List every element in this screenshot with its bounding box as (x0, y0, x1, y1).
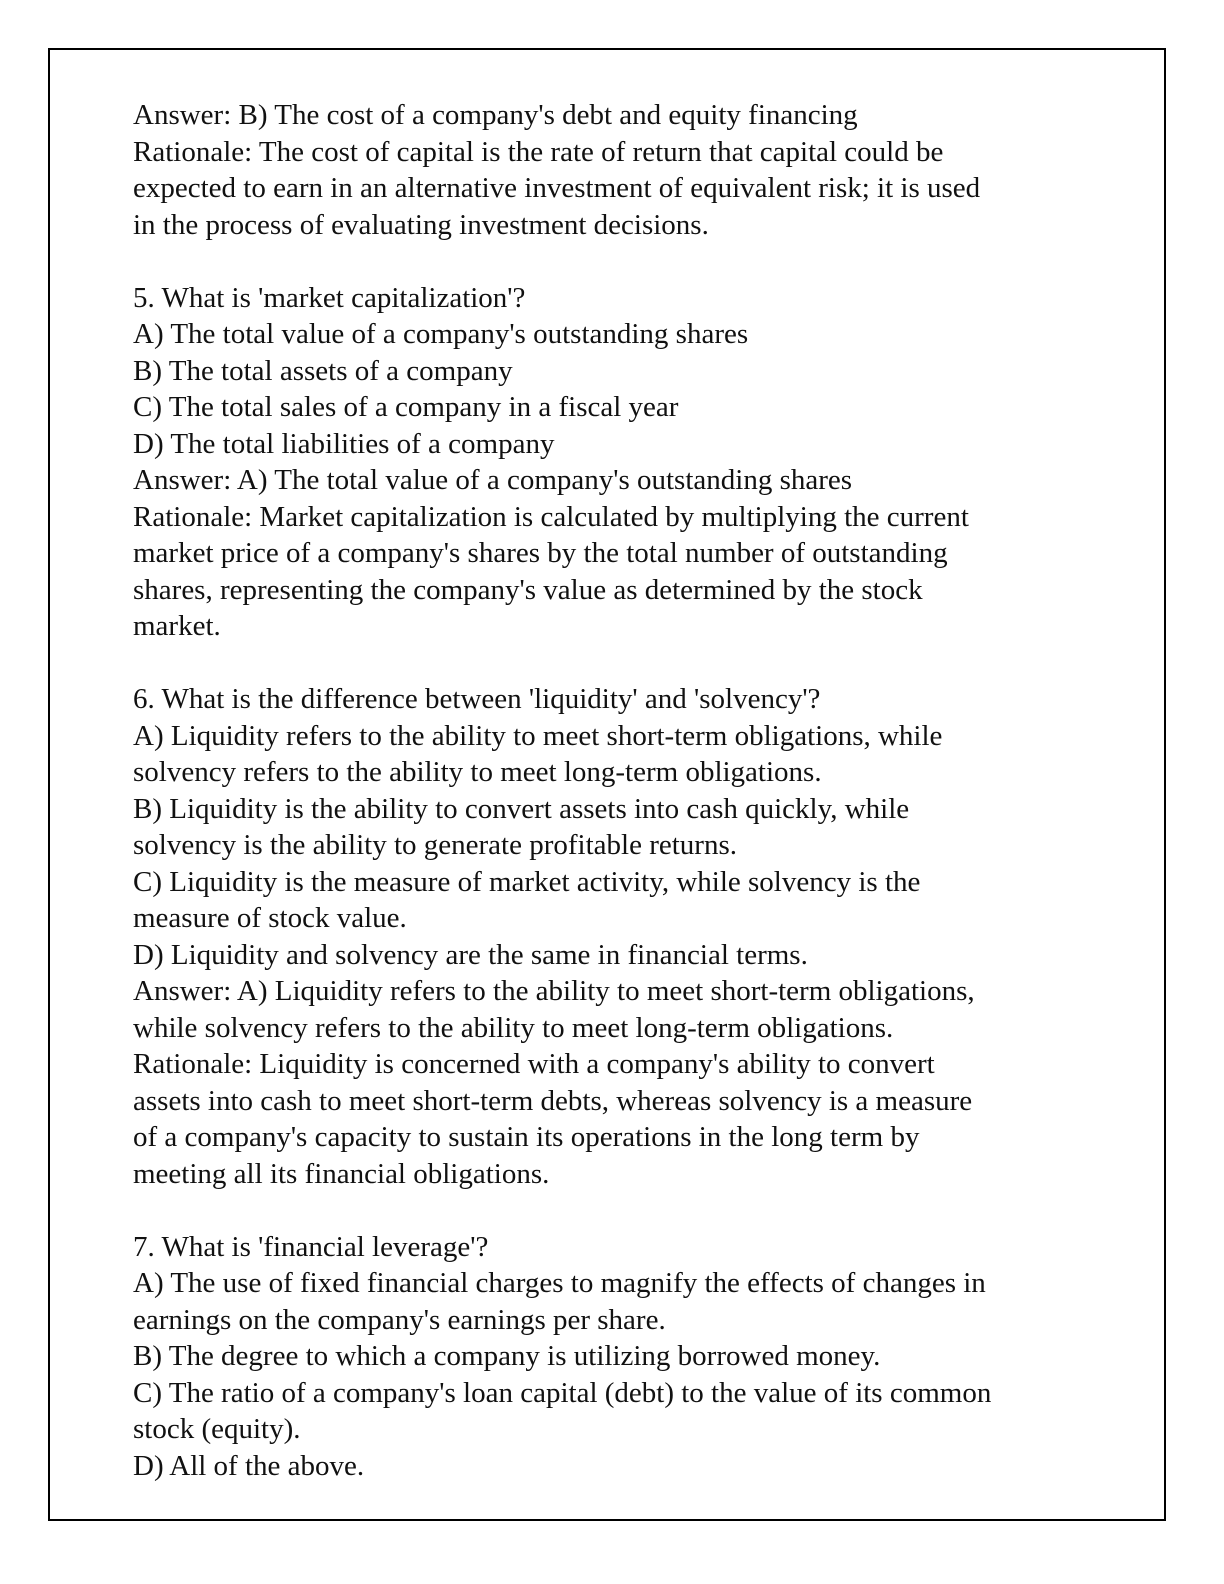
text-line: measure of stock value. (133, 902, 407, 934)
text-block (133, 681, 1133, 1192)
text-line: Rationale: Market capitalization is calculated by multiplying the current (133, 500, 969, 533)
text-line: Rationale: The cost of capital is the rate of return that capital could be (133, 135, 944, 168)
text-block (133, 280, 1133, 645)
text-line: D) The total liabilities of a company (133, 427, 555, 460)
text-line: in the process of evaluating investment decisions. (133, 208, 709, 241)
text-line: market price of a company's shares by the total number of outstanding (133, 537, 948, 569)
text-line: market. (133, 610, 221, 642)
text-line: assets into cash to meet short-term debts, whereas solvency is a measure (133, 1084, 973, 1117)
text-line: stock (equity). (133, 1413, 301, 1445)
document-body (133, 97, 1133, 1521)
text-line: A) The use of fixed financial charges to magnify the effects of changes in (133, 1267, 986, 1299)
text-line: C) The total sales of a company in a fiscal year (133, 391, 679, 423)
text-line: earnings on the company's earnings per share. (133, 1303, 666, 1336)
text-line: Answer: B) The cost of a company's debt and equity financing (133, 99, 858, 131)
text-line: of a company's capacity to sustain its operations in the long term by (133, 1121, 920, 1153)
text-line: meeting all its financial obligations. (133, 1157, 550, 1190)
text-line: D) All of the above. (133, 1449, 365, 1482)
text-line: solvency refers to the ability to meet long-term obligations. (133, 756, 822, 788)
text-line: D) Liquidity and solvency are the same in financial terms. (133, 938, 808, 971)
text-line: expected to earn in an alternative investment of equivalent risk; it is used (133, 172, 981, 204)
text-line: Answer: A) The total value of a company's outstanding shares (133, 464, 853, 496)
text-line: 5. What is 'market capitalization'? (133, 281, 526, 314)
text-line: C) The ratio of a company's loan capital (debt) to the value of its common (133, 1376, 992, 1409)
text-block (133, 97, 1133, 243)
text-line: B) The degree to which a company is utilizing borrowed money. (133, 1340, 881, 1372)
text-line: solvency is the ability to generate profitable returns. (133, 829, 737, 861)
text-line: B) Liquidity is the ability to convert assets into cash quickly, while (133, 792, 910, 825)
text-line: B) The total assets of a company (133, 354, 513, 387)
text-line: 7. What is 'financial leverage'? (133, 1230, 489, 1263)
text-line: 6. What is the difference between 'liquidity' and 'solvency'? (133, 683, 821, 715)
text-line: while solvency refers to the ability to meet long-term obligations. (133, 1011, 894, 1044)
text-line: shares, representing the company's value as determined by the stock (133, 573, 923, 606)
text-line: A) Liquidity refers to the ability to meet short-term obligations, while (133, 719, 943, 752)
text-block (133, 1229, 1133, 1485)
text-line: Rationale: Liquidity is concerned with a company's ability to convert (133, 1048, 935, 1080)
text-line: C) Liquidity is the measure of market activity, while solvency is the (133, 865, 921, 898)
text-line: Answer: A) Liquidity refers to the ability to meet short-term obligations, (133, 975, 975, 1007)
text-line: A) The total value of a company's outstanding shares (133, 318, 749, 350)
